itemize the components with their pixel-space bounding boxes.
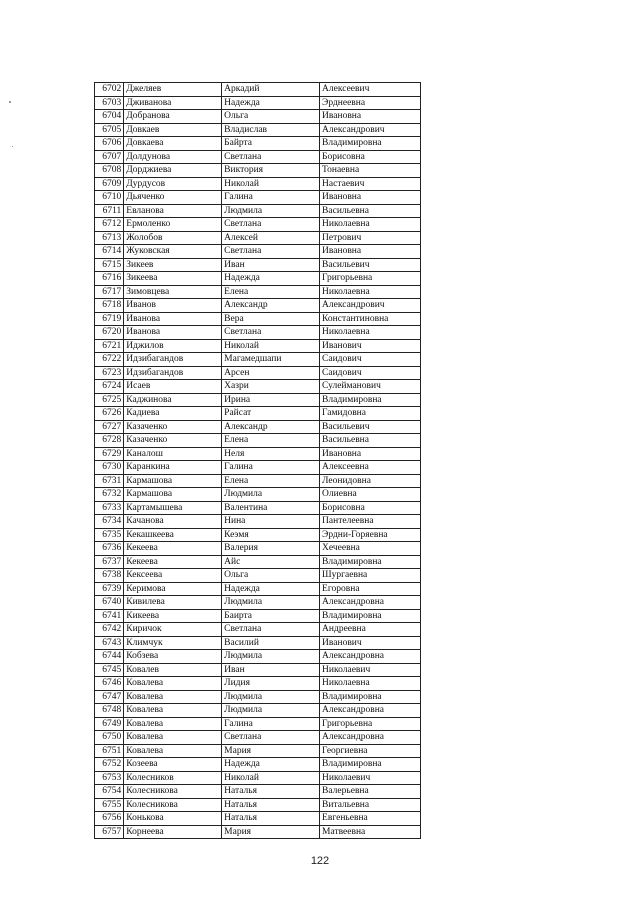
row-number: 6719 [95,312,124,326]
row-number: 6745 [95,663,124,677]
table-row [95,380,421,394]
row-number: 6728 [95,434,124,448]
patronymic-cell: Шургаевна [320,569,421,583]
first-name-cell: Нина [222,515,320,529]
table-row [95,515,421,529]
patronymic-cell: Хечеевна [320,542,421,556]
first-name-cell: Мария [222,744,320,758]
patronymic-cell: Андреевна [320,623,421,637]
first-name-cell: Василий [222,636,320,650]
surname-cell: Колесникова [124,798,222,812]
table-row [95,528,421,542]
page-number: 122 [310,855,330,867]
first-name-cell: Ирина [222,393,320,407]
first-name-cell: Мария [222,825,320,839]
table-row [95,555,421,569]
row-number: 6722 [95,353,124,367]
patronymic-cell: Саидович [320,366,421,380]
surname-cell: Каранкина [124,461,222,475]
surname-cell: Кармашова [124,488,222,502]
table-row [95,812,421,826]
patronymic-cell: Борисовна [320,501,421,515]
patronymic-cell: Алексеевна [320,461,421,475]
patronymic-cell: Владимировна [320,609,421,623]
table-row [95,461,421,475]
patronymic-cell: Борисовна [320,150,421,164]
patronymic-cell: Саидович [320,353,421,367]
table-row [95,326,421,340]
row-number: 6741 [95,609,124,623]
first-name-cell: Надежда [222,272,320,286]
patronymic-cell: Александрович [320,299,421,313]
patronymic-cell: Витальевна [320,798,421,812]
surname-cell: Зимовцева [124,285,222,299]
surname-cell: Иванова [124,326,222,340]
row-number: 6736 [95,542,124,556]
patronymic-cell: Петрович [320,231,421,245]
first-name-cell: Лидия [222,677,320,691]
surname-cell: Кекеева [124,542,222,556]
row-number: 6724 [95,380,124,394]
patronymic-cell: Александровна [320,704,421,718]
row-number: 6729 [95,447,124,461]
patronymic-cell: Георгиевна [320,744,421,758]
first-name-cell: Светлана [222,623,320,637]
roster-body [95,83,421,839]
table-row [95,231,421,245]
table-row [95,137,421,151]
table-row [95,83,421,97]
patronymic-cell: Ивановна [320,110,421,124]
patronymic-cell: Владимировна [320,555,421,569]
surname-cell: Довкаева [124,137,222,151]
row-number: 6757 [95,825,124,839]
first-name-cell: Николай [222,339,320,353]
patronymic-cell: Алексеевич [320,83,421,97]
patronymic-cell: Владимировна [320,137,421,151]
patronymic-cell: Олиевна [320,488,421,502]
row-number: 6704 [95,110,124,124]
first-name-cell: Надежда [222,758,320,772]
row-number: 6732 [95,488,124,502]
patronymic-cell: Валерьевна [320,785,421,799]
row-number: 6723 [95,366,124,380]
row-number: 6720 [95,326,124,340]
table-row [95,825,421,839]
patronymic-cell: Евгеньевна [320,812,421,826]
first-name-cell: Неля [222,447,320,461]
first-name-cell: Надежда [222,582,320,596]
surname-cell: Кикеева [124,609,222,623]
table-row [95,299,421,313]
patronymic-cell: Пантелеевна [320,515,421,529]
table-row [95,798,421,812]
patronymic-cell: Гамидовна [320,407,421,421]
first-name-cell: Светлана [222,150,320,164]
table-row [95,474,421,488]
first-name-cell: Елена [222,285,320,299]
surname-cell: Казаченко [124,420,222,434]
first-name-cell: Александр [222,299,320,313]
table-row [95,393,421,407]
row-number: 6731 [95,474,124,488]
surname-cell: Идзибагандов [124,353,222,367]
table-row [95,218,421,232]
patronymic-cell: Константиновна [320,312,421,326]
table-row [95,420,421,434]
row-number: 6709 [95,177,124,191]
surname-cell: Кадиева [124,407,222,421]
surname-cell: Довкаев [124,123,222,137]
row-number: 6726 [95,407,124,421]
row-number: 6750 [95,731,124,745]
row-number: 6746 [95,677,124,691]
table-row [95,785,421,799]
first-name-cell: Людмила [222,596,320,610]
first-name-cell: Александр [222,420,320,434]
patronymic-cell: Ивановна [320,447,421,461]
surname-cell: Киричок [124,623,222,637]
table-row [95,663,421,677]
table-row [95,501,421,515]
surname-cell: Ковалева [124,744,222,758]
first-name-cell: Николай [222,177,320,191]
first-name-cell: Райсат [222,407,320,421]
first-name-cell: Ольга [222,569,320,583]
patronymic-cell: Васильевна [320,434,421,448]
first-name-cell: Галина [222,461,320,475]
row-number: 6742 [95,623,124,637]
table-row [95,245,421,259]
patronymic-cell: Владимировна [320,758,421,772]
surname-cell: Зикеева [124,272,222,286]
row-number: 6743 [95,636,124,650]
table-row [95,650,421,664]
surname-cell: Евланова [124,204,222,218]
surname-cell: Иджилов [124,339,222,353]
table-row [95,636,421,650]
row-number: 6754 [95,785,124,799]
row-number: 6737 [95,555,124,569]
surname-cell: Жолобов [124,231,222,245]
patronymic-cell: Владимировна [320,690,421,704]
table-row [95,204,421,218]
table-row [95,704,421,718]
scan-speck [12,146,13,147]
patronymic-cell: Александрович [320,123,421,137]
table-row [95,110,421,124]
patronymic-cell: Николаевич [320,663,421,677]
surname-cell: Иванова [124,312,222,326]
surname-cell: Картамышева [124,501,222,515]
surname-cell: Колесников [124,771,222,785]
surname-cell: Казаченко [124,434,222,448]
table-row [95,96,421,110]
first-name-cell: Баирта [222,609,320,623]
roster-table [94,82,421,839]
table-row [95,447,421,461]
surname-cell: Зикеев [124,258,222,272]
patronymic-cell: Сулейманович [320,380,421,394]
patronymic-cell: Иванович [320,636,421,650]
row-number: 6715 [95,258,124,272]
table-row [95,366,421,380]
row-number: 6733 [95,501,124,515]
first-name-cell: Галина [222,717,320,731]
first-name-cell: Хазри [222,380,320,394]
patronymic-cell: Настаевич [320,177,421,191]
table-row [95,690,421,704]
row-number: 6714 [95,245,124,259]
row-number: 6755 [95,798,124,812]
row-number: 6748 [95,704,124,718]
row-number: 6716 [95,272,124,286]
table-row [95,596,421,610]
table-row [95,542,421,556]
patronymic-cell: Александровна [320,650,421,664]
first-name-cell: Наталья [222,812,320,826]
surname-cell: Качанова [124,515,222,529]
patronymic-cell: Николаевич [320,771,421,785]
patronymic-cell: Матвеевна [320,825,421,839]
first-name-cell: Владислав [222,123,320,137]
scan-speck [9,101,11,103]
surname-cell: Климчук [124,636,222,650]
surname-cell: Корнеева [124,825,222,839]
surname-cell: Каджинова [124,393,222,407]
patronymic-cell: Ивановна [320,245,421,259]
first-name-cell: Светлана [222,326,320,340]
surname-cell: Дорджиева [124,164,222,178]
surname-cell: Долдунова [124,150,222,164]
patronymic-cell: Егоровна [320,582,421,596]
first-name-cell: Иван [222,663,320,677]
surname-cell: Ковалева [124,704,222,718]
surname-cell: Ковалева [124,717,222,731]
row-number: 6718 [95,299,124,313]
first-name-cell: Кеэмя [222,528,320,542]
table-row [95,744,421,758]
row-number: 6738 [95,569,124,583]
first-name-cell: Наталья [222,785,320,799]
patronymic-cell: Эрднеевна [320,96,421,110]
row-number: 6756 [95,812,124,826]
patronymic-cell: Григорьевна [320,717,421,731]
surname-cell: Идзибагандов [124,366,222,380]
surname-cell: Добранова [124,110,222,124]
table-row [95,164,421,178]
patronymic-cell: Леонидовна [320,474,421,488]
patronymic-cell: Николаевна [320,326,421,340]
first-name-cell: Виктория [222,164,320,178]
table-row [95,488,421,502]
table-row [95,353,421,367]
row-number: 6744 [95,650,124,664]
row-number: 6703 [95,96,124,110]
row-number: 6735 [95,528,124,542]
row-number: 6739 [95,582,124,596]
surname-cell: Кивилева [124,596,222,610]
table-row [95,758,421,772]
surname-cell: Ковалев [124,663,222,677]
surname-cell: Ермоленко [124,218,222,232]
surname-cell: Дживанова [124,96,222,110]
table-row [95,717,421,731]
first-name-cell: Алексей [222,231,320,245]
surname-cell: Кекашкеева [124,528,222,542]
row-number: 6707 [95,150,124,164]
patronymic-cell: Васильевна [320,204,421,218]
surname-cell: Кобзева [124,650,222,664]
table-row [95,123,421,137]
surname-cell: Кармашова [124,474,222,488]
surname-cell: Джеляев [124,83,222,97]
row-number: 6725 [95,393,124,407]
first-name-cell: Елена [222,474,320,488]
row-number: 6712 [95,218,124,232]
patronymic-cell: Васильевич [320,258,421,272]
row-number: 6727 [95,420,124,434]
row-number: 6734 [95,515,124,529]
first-name-cell: Аркадий [222,83,320,97]
row-number: 6753 [95,771,124,785]
row-number: 6708 [95,164,124,178]
surname-cell: Ковалева [124,677,222,691]
patronymic-cell: Николаевна [320,677,421,691]
patronymic-cell: Владимировна [320,393,421,407]
table-row [95,582,421,596]
surname-cell: Кексеева [124,569,222,583]
first-name-cell: Светлана [222,245,320,259]
row-number: 6705 [95,123,124,137]
first-name-cell: Людмила [222,204,320,218]
surname-cell: Кекеева [124,555,222,569]
table-row [95,150,421,164]
row-number: 6711 [95,204,124,218]
table-row [95,771,421,785]
table-row [95,177,421,191]
table-row [95,258,421,272]
row-number: 6752 [95,758,124,772]
row-number: 6710 [95,191,124,205]
row-number: 6730 [95,461,124,475]
surname-cell: Исаев [124,380,222,394]
surname-cell: Ковалева [124,731,222,745]
surname-cell: Иванов [124,299,222,313]
row-number: 6706 [95,137,124,151]
row-number: 6721 [95,339,124,353]
table-row [95,609,421,623]
surname-cell: Дурдусов [124,177,222,191]
patronymic-cell: Тонаевна [320,164,421,178]
first-name-cell: Арсен [222,366,320,380]
table-row [95,434,421,448]
row-number: 6713 [95,231,124,245]
first-name-cell: Иван [222,258,320,272]
surname-cell: Жуковская [124,245,222,259]
first-name-cell: Наталья [222,798,320,812]
first-name-cell: Байрта [222,137,320,151]
table-row [95,191,421,205]
first-name-cell: Валентина [222,501,320,515]
row-number: 6751 [95,744,124,758]
surname-cell: Конькова [124,812,222,826]
surname-cell: Дьяченко [124,191,222,205]
patronymic-cell: Николаевна [320,285,421,299]
row-number: 6747 [95,690,124,704]
patronymic-cell: Васильевич [320,420,421,434]
first-name-cell: Людмила [222,488,320,502]
table-row [95,731,421,745]
table-row [95,569,421,583]
table-row [95,339,421,353]
first-name-cell: Людмила [222,704,320,718]
table-row [95,285,421,299]
surname-cell: Каналош [124,447,222,461]
first-name-cell: Валерия [222,542,320,556]
table-row [95,407,421,421]
surname-cell: Козеева [124,758,222,772]
first-name-cell: Светлана [222,731,320,745]
first-name-cell: Елена [222,434,320,448]
surname-cell: Ковалева [124,690,222,704]
first-name-cell: Светлана [222,218,320,232]
first-name-cell: Людмила [222,650,320,664]
table-row [95,677,421,691]
patronymic-cell: Иванович [320,339,421,353]
first-name-cell: Вера [222,312,320,326]
first-name-cell: Николай [222,771,320,785]
patronymic-cell: Григорьевна [320,272,421,286]
row-number: 6740 [95,596,124,610]
first-name-cell: Галина [222,191,320,205]
patronymic-cell: Эрдни-Горяевна [320,528,421,542]
first-name-cell: Магамедшапи [222,353,320,367]
row-number: 6702 [95,83,124,97]
row-number: 6749 [95,717,124,731]
surname-cell: Керимова [124,582,222,596]
row-number: 6717 [95,285,124,299]
patronymic-cell: Николаевна [320,218,421,232]
first-name-cell: Айс [222,555,320,569]
surname-cell: Колесникова [124,785,222,799]
first-name-cell: Надежда [222,96,320,110]
table-row [95,623,421,637]
first-name-cell: Людмила [222,690,320,704]
patronymic-cell: Александровна [320,731,421,745]
first-name-cell: Ольга [222,110,320,124]
table-row [95,272,421,286]
table-row [95,312,421,326]
patronymic-cell: Ивановна [320,191,421,205]
patronymic-cell: Александровна [320,596,421,610]
